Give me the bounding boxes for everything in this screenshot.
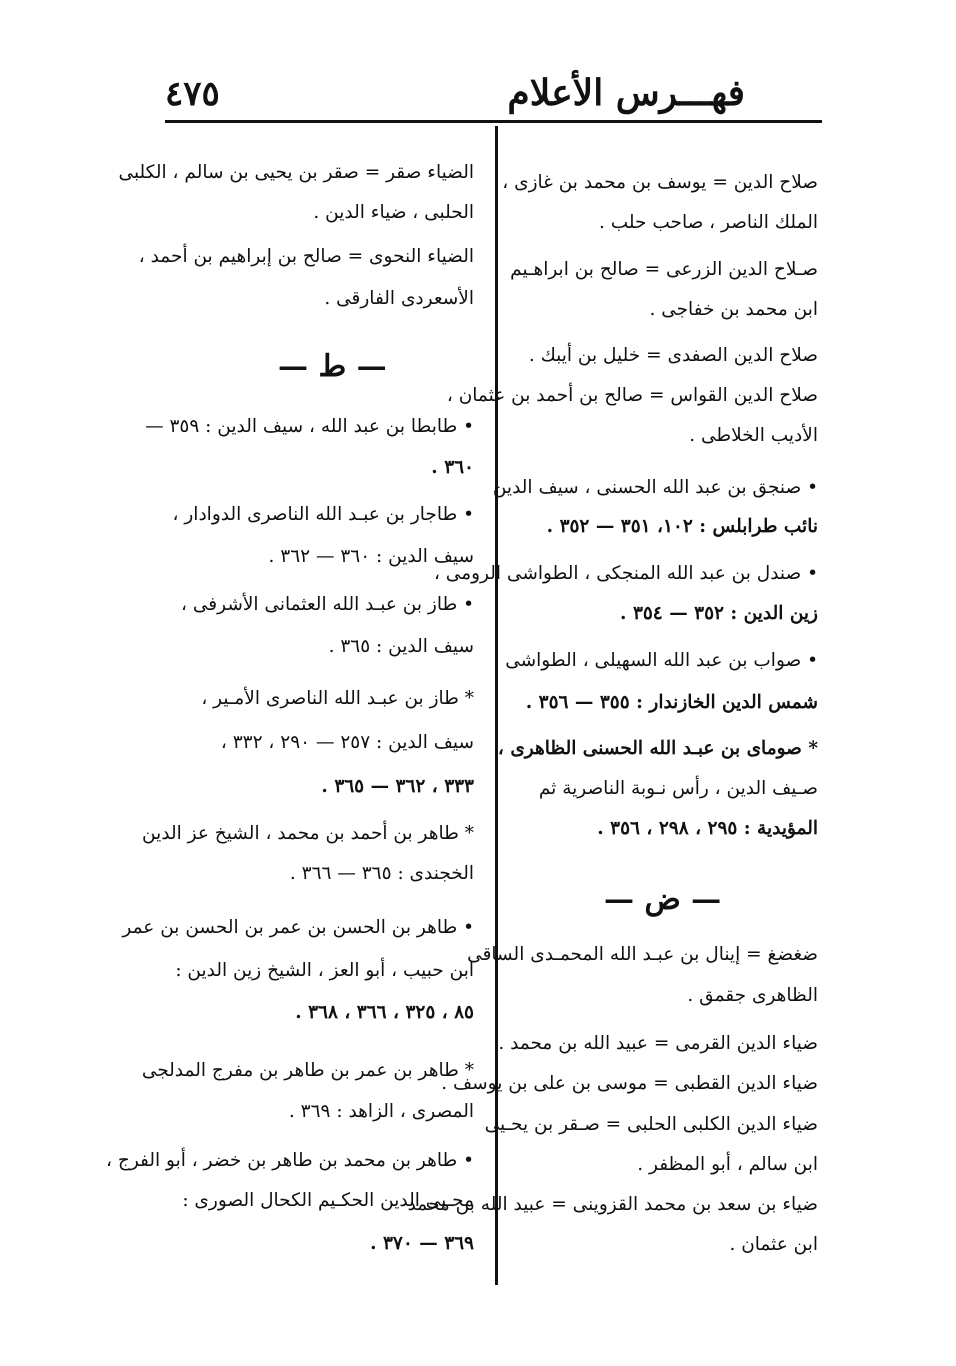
index-line: الحلبى ، ضياء الدين .	[313, 202, 474, 223]
index-line: نائب طرابلس : ١٠٢، ٣٥١ — ٣٥٢ .	[546, 516, 818, 537]
index-line: سيف الدين : ٣٦٠ — ٣٦٢ .	[268, 546, 474, 567]
index-line: • طاز بن عبـد الله العثمانى الأشرفى ،	[181, 594, 474, 615]
index-line: • طابطا بن عبد الله ، سيف الدين : ٣٥٩ —	[145, 416, 474, 437]
index-line: صلاح الدين = يوسف بن محمد بن غازى ،	[502, 172, 818, 193]
index-line: ضياء الدين القرمى = عبيد الله بن محمد .	[498, 1033, 818, 1054]
index-line: صلاح الدين الصفدى = خليل بن أيبك .	[528, 345, 818, 366]
index-line: المؤيدية : ٢٩٥ ، ٢٩٨ ، ٣٥٦ .	[597, 818, 818, 839]
index-line: الظاهرى جقمق .	[687, 985, 818, 1006]
index-line: زين الدين : ٣٥٢ — ٣٥٤ .	[620, 603, 818, 624]
index-line: • صندل بن عبد الله المنجكى ، الطواشى الرومى ،	[433, 563, 818, 584]
index-line: • طاهر بن محمد بن طاهر بن خضر ، أبو الفرج ،	[106, 1150, 474, 1171]
column-divider	[495, 126, 498, 1285]
index-line: الأسعردى الفارقى .	[324, 288, 474, 309]
index-line: الضياء النحوى = صالح بن إبراهيم بن أحمد ،	[138, 246, 474, 267]
index-line: • طاهر بن الحسن بن عمر بن الحسن بن عمر	[122, 917, 474, 938]
index-line: صلاح الدين القواس = صالح بن أحمد بن عثمان ،	[446, 385, 818, 406]
letter-heading-ta: — ط —	[278, 349, 387, 384]
index-line: ابن حبيب ، أبو العز ، الشيخ زين الدين :	[175, 960, 474, 981]
index-line: الخجندى : ٣٦٥ — ٣٦٦ .	[289, 863, 474, 884]
page-number: ٤٧٥	[165, 74, 220, 114]
header-rule	[165, 120, 822, 123]
index-line: ضياء الدين الكلبى الحلبى = صـقر بن يحـيى	[484, 1114, 818, 1135]
index-line: المصرى ، الزاهد : ٣٦٩ .	[288, 1101, 474, 1122]
index-line: ضغضغ = إينال بن عبـد الله المحمـدى الساقى	[467, 944, 818, 965]
index-line: صـيف الدين ، رأس نـوبة الناصرية ثم	[538, 778, 818, 799]
index-line: سيف الدين : ٢٥٧ — ٢٩٠ ، ٣٣٢ ،	[220, 732, 474, 753]
index-line: محـيى الدين الحكـيم الكحال الصورى :	[182, 1190, 474, 1211]
index-line: • صنجق بن عبد الله الحسنى ، سيف الدين	[492, 477, 818, 498]
index-line: ٣٣٣ ، ٣٦٢ — ٣٦٥ .	[321, 776, 474, 797]
index-line: • صواب بن عبد الله السهيلى ، الطواشى ،	[493, 650, 818, 671]
page-title: فهـــرس الأعلام	[507, 72, 745, 114]
index-line: صـلاح الدين الزرعى = صالح بن ابراهـيم	[510, 259, 818, 280]
index-line: سيف الدين : ٣٦٥ .	[328, 636, 474, 657]
index-line: * صوماى بن عبـد الله الحسنى الظاهرى ،	[497, 738, 818, 759]
index-line: ضياء الدين القطبى = موسى بن على بن يوسف .	[441, 1073, 818, 1094]
index-line: * طاهر بن أحمد بن محمد ، الشيخ عز الدين	[142, 823, 474, 844]
index-line: الملك الناصر ، صاحب حلب .	[598, 212, 818, 233]
index-line: ٣٦٩ — ٣٧٠ .	[370, 1233, 474, 1254]
page-header	[165, 68, 825, 120]
index-line: ضياء بن سعد بن محمد القزوينى = عبيد الله بن محمد	[407, 1194, 818, 1215]
index-line: الأديب الخلاطى .	[689, 425, 818, 446]
index-line: الضياء صقر = صقر بن يحيى بن سالم ، الكلبى	[118, 162, 474, 183]
index-line: شمس الدين الخازندار : ٣٥٥ — ٣٥٦ .	[525, 692, 818, 713]
index-line: ٨٥ ، ٣٢٥ ، ٣٦٦ ، ٣٦٨ .	[295, 1002, 474, 1023]
index-line: ابن سالم ، أبو المظفر .	[637, 1154, 818, 1175]
index-line: • طاجار بن عبـد الله الناصرى الدوادار ،	[172, 504, 474, 525]
letter-heading-dad: — ض —	[604, 882, 722, 917]
index-line: * طاز بن عبـد الله الناصرى الأمـير ،	[201, 688, 474, 709]
index-line: ابن عثمان .	[729, 1234, 818, 1255]
index-line: * طاهر بن عمر بن طاهر بن مفرج المدلجى	[141, 1060, 474, 1081]
index-line: ابن محمد بن خفاجى .	[649, 299, 818, 320]
index-line: ٣٦٠ .	[431, 457, 474, 478]
